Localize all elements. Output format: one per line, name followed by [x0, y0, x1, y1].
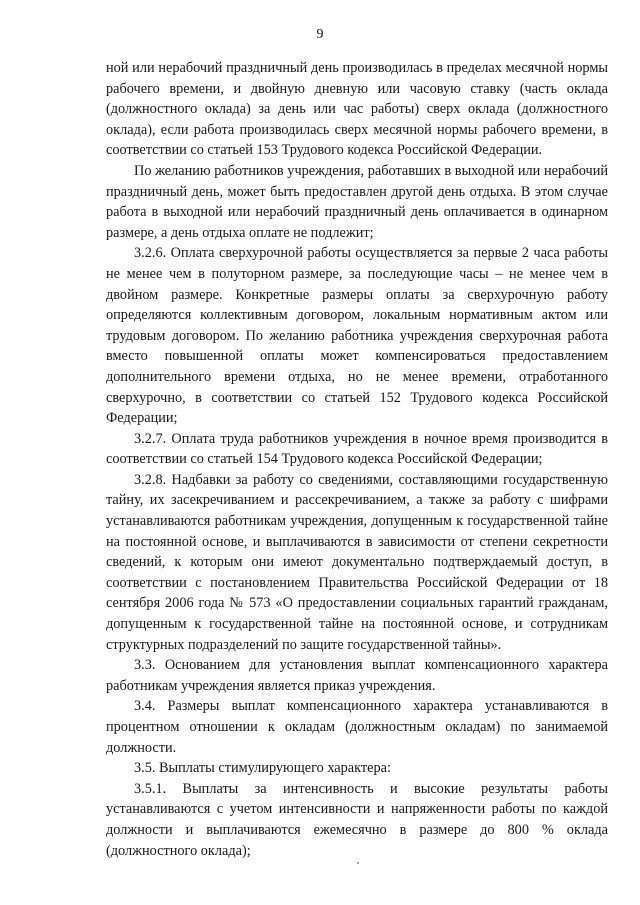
paragraph-3-2-8-state-secret: 3.2.8. Надбавки за работу со сведениями, составляющими государственную тайну, их засекречиванием и рассекречиванием, а также за работу с шифрами устанавливаются работникам учреждения, допущенным к государственной тайне на постоянной основе, и выплачиваются в зависимости от степени секретности сведений, к которым они имеют документально подтверждаемый доступ, в соответствии с постановлением Правительства Российской Федерации от 18 сентября 2006 года № 573 «О предоставлении социальных гарантий гражданам, допущенным к государственной тайне на постоянной основе, и сотрудникам структурных подразделений по защите государственной тайны».: [106, 471, 608, 653]
scan-speck: [357, 862, 359, 864]
paragraph-3-5-1-intensity: 3.5.1. Выплаты за интенсивность и высокие результаты работы устанавливаются с учетом интенсивности и напряженности работы по каждой должности и выплачиваются ежемесячно в размере до 800 % оклада (должностного оклада);: [106, 780, 608, 859]
page-number: 9: [316, 27, 324, 42]
paragraph-day-off-option: По желанию работников учреждения, работавших в выходной или нерабочий праздничный день, может быть предоставлен другой день отдыха. В этом случае работа в выходной или нерабочий праздничный день оплачивается в одинарном размере, а день отдыха оплате не подлежит;: [106, 162, 608, 241]
document-body: [106, 58, 608, 861]
paragraph-holiday-pay-continuation: ной или нерабочий праздничный день производилась в пределах месячной нормы рабочего времени, и двойную дневную или часовую ставку (часть оклада (должностного оклада) за день или час работы) сверх оклада (должностного оклада), если работа производилась сверх месячной нормы рабочего времени, в соответствии со статьей 153 Трудового кодекса Российской Федерации.: [106, 60, 608, 159]
paragraph-3-4-amounts: 3.4. Размеры выплат компенсационного характера устанавливаются в процентном отношении к окладам (должностным окладам) по занимаемой должности.: [106, 698, 608, 756]
paragraph-3-3-basis: 3.3. Основанием для установления выплат компенсационного характера работникам учреждения является приказ учреждения.: [106, 657, 608, 694]
paragraph-3-5-incentives: 3.5. Выплаты стимулирующего характера:: [134, 760, 391, 777]
paragraph-3-2-6-overtime: 3.2.6. Оплата сверхурочной работы осуществляется за первые 2 часа работы не менее чем в полуторном размере, за последующие часы – не менее чем в двойном размере. Конкретные размеры оплаты за сверхурочную работу определяются коллективным договором, локальным нормативным актом или трудовым договором. По желанию работника учреждения сверхурочная работа вместо повышенной оплаты может компенсироваться предоставлением дополнительного времени отдыха, но не менее времени, отработанного сверхурочно, в соответствии со статьей 152 Трудового кодекса Российской Федерации;: [106, 245, 608, 427]
paragraph-3-2-7-night-work: 3.2.7. Оплата труда работников учреждения в ночное время производится в соответствии со статьей 154 Трудового кодекса Российской Федерации;: [106, 430, 608, 468]
